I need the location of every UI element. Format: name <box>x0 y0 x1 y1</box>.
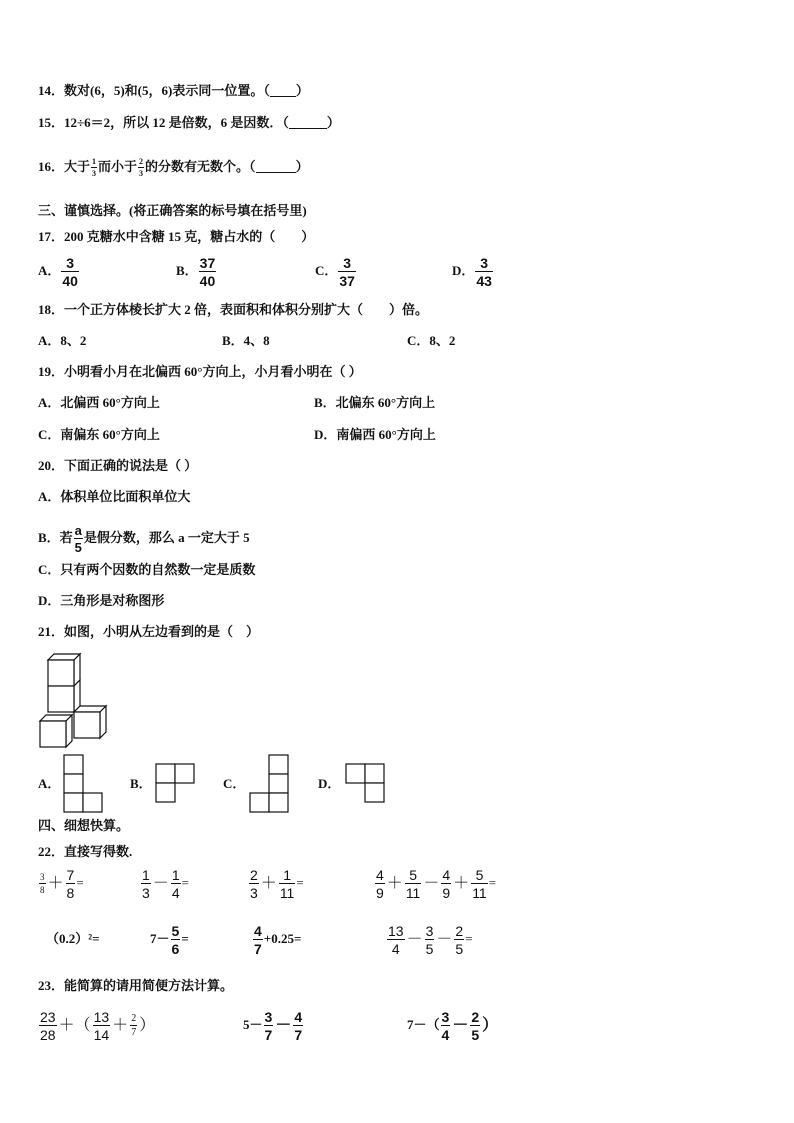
option-21-a-figure[interactable] <box>63 754 105 814</box>
option-20-a[interactable]: A．体积单位比面积单位大 <box>38 489 191 504</box>
answer-blank[interactable] <box>256 160 296 173</box>
option-18-c[interactable]: C．8、2 <box>407 333 456 348</box>
expr-22-3: $\frac{2}{3}$ ＋ $\frac{1}{11}$ = <box>250 867 304 901</box>
question-20: 20．下面正确的说法是（ ） <box>38 458 198 473</box>
option-21-b-figure[interactable] <box>155 763 197 805</box>
option-21-b-label[interactable]: B． <box>130 776 152 791</box>
section-3-heading: 三、谨慎选择。(将正确答案的标号填在括号里) <box>38 203 307 218</box>
question-16: 16．大于 $\frac{1}{3}$ 而小于 $\frac{2}{3}$ 的分数有无数个。（ ） <box>38 157 309 178</box>
option-19-b[interactable]: B．北偏东 60°方向上 <box>314 395 436 410</box>
option-20-c[interactable]: C．只有两个因数的自然数一定是质数 <box>38 562 256 577</box>
option-19-a[interactable]: A．北偏西 60°方向上 <box>38 395 160 410</box>
option-17-c[interactable]: C． $\frac{3}{37}$ <box>315 255 355 289</box>
expr-22-4: $\frac{4}{9}$ ＋ $\frac{5}{11}$ － $\frac{4}{9}$ ＋ $\frac{5}{11}$ = <box>376 867 497 901</box>
fraction: $\frac{2}{3}$ <box>139 157 144 178</box>
cube-stack-figure <box>36 652 110 750</box>
option-21-c-figure[interactable] <box>249 754 291 814</box>
option-18-b[interactable]: B．4、8 <box>222 333 270 348</box>
option-17-d[interactable]: D． $\frac{3}{43}$ <box>452 255 492 289</box>
option-19-c[interactable]: C．南偏东 60°方向上 <box>38 427 160 442</box>
option-20-b[interactable]: B．若 $\frac{a}{5}$ 是假分数，那么 a 一定大于 5 <box>38 523 250 555</box>
option-17-b[interactable]: B． $\frac{37}{40}$ <box>176 255 216 289</box>
question-17: 17．200 克糖水中含糖 15 克，糖占水的（ ） <box>38 229 315 244</box>
expr-22-5: （0.2）²= <box>46 931 100 946</box>
section-4-heading: 四、细想快算。 <box>38 818 130 833</box>
question-21: 21．如图，小明从左边看到的是（ ） <box>38 624 260 639</box>
option-21-a-label[interactable]: A． <box>38 776 61 791</box>
expr-22-2: $\frac{1}{3}$ － $\frac{1}{4}$ = <box>142 867 189 901</box>
expr-22-6: 7－ $\frac{5}{6}$ = <box>150 923 189 957</box>
expr-22-8: $\frac{13}{4}$ － $\frac{3}{5}$ － $\frac{2}{5}$ = <box>388 923 473 957</box>
question-22: 22．直接写得数. <box>38 844 133 859</box>
question-19: 19．小明看小月在北偏西 60°方向上，小月看小明在（ ） <box>38 364 362 379</box>
fraction: $\frac{1}{3}$ <box>92 157 97 178</box>
option-20-d[interactable]: D．三角形是对称图形 <box>38 593 165 608</box>
question-23: 23．能简算的请用简便方法计算。 <box>38 978 234 993</box>
answer-blank[interactable] <box>289 116 327 129</box>
option-17-a[interactable]: A． $\frac{3}{40}$ <box>38 255 78 289</box>
expr-22-1: $\frac{3}{8}$ ＋ $\frac{7}{8}$ = <box>40 867 84 901</box>
option-19-d[interactable]: D．南偏西 60°方向上 <box>314 427 436 442</box>
question-15: 15．12÷6＝2，所以 12 是倍数，6 是因数．（ ） <box>38 115 340 130</box>
question-18: 18．一个正方体棱长扩大 2 倍，表面积和体积分别扩大（ ）倍。 <box>38 302 429 317</box>
answer-blank[interactable] <box>270 84 296 97</box>
expr-23-3: 7－（ $\frac{3}{4}$ － $\frac{2}{5}$ ） <box>407 1009 499 1043</box>
option-21-c-label[interactable]: C． <box>223 776 246 791</box>
expr-23-1: $\frac{23}{28}$ ＋（ $\frac{13}{14}$ ＋ $\frac{2}{7}$ ） <box>40 1009 156 1043</box>
question-14: 14．数对(6，5)和(5，6)表示同一位置。（ ） <box>38 83 309 98</box>
option-21-d-label[interactable]: D． <box>318 776 341 791</box>
option-21-d-figure[interactable] <box>345 763 387 805</box>
expr-22-7: $\frac{4}{7}$ +0.25= <box>254 923 302 957</box>
expr-23-2: 5－ $\frac{3}{7}$ － $\frac{4}{7}$ <box>243 1009 303 1043</box>
option-18-a[interactable]: A．8、2 <box>38 333 87 348</box>
